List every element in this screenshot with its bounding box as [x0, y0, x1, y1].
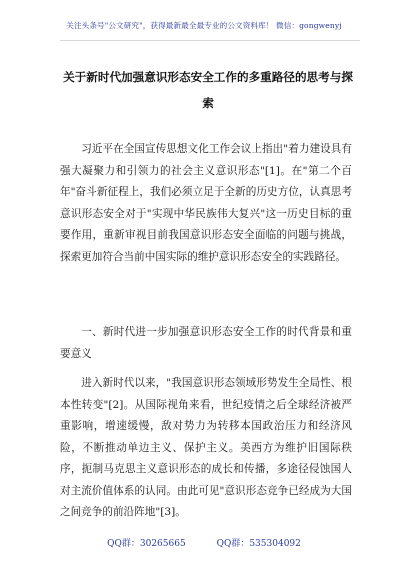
paragraph-intro: 习近平在全国宣传思想文化工作会议上指出"着力建设具有强大凝聚力和引领力的社会主义意识形态"[1]。在"第二个百年"奋斗新征程上，我们必须立足于全新的历史方位，认真思考意识形态安全对于"实现中华民族伟大复兴"这一历史目标的重要作用，重新审视目前我国意识形态安全面临的问题与挑战，探索更加符合当前中国实际的维护意识形态安全的实践路径。	[60, 143, 352, 263]
footer-qq-group-1: QQ群：30265665	[107, 539, 186, 549]
footer	[0, 536, 408, 549]
document-title: 关于新时代加强意识形态安全工作的多重路径的思考与探索	[63, 70, 353, 110]
footer-qq-group-2: QQ群：535304092	[216, 539, 301, 549]
header-divider	[60, 40, 360, 41]
section-heading: 一、新时代进一步加强意识形态安全工作的时代背景和重要意义	[60, 326, 352, 360]
header-banner: 关注头条号"公文研究"，获得最新最全最专业的公文资料库！ 微信：gongwenyj	[66, 21, 342, 30]
paragraph-section-1: 进入新时代以来，"我国意识形态领域形势发生全局性、根本性转变"[2]。从国际视角来看，世纪疫情之后全球经济被严重影响，增速缓慢，敌对势力为转移本国政治压力和经济风险，不断推动单边主义、保护主义。美西方为维护旧国际秩序，扼制马克思主义意识形态的成长和传播，多途径侵蚀国人对主流价值体系的认同。由此可见"意识形态竞争已经成为大国之间竞争的前沿阵地"[3]。	[60, 377, 352, 518]
